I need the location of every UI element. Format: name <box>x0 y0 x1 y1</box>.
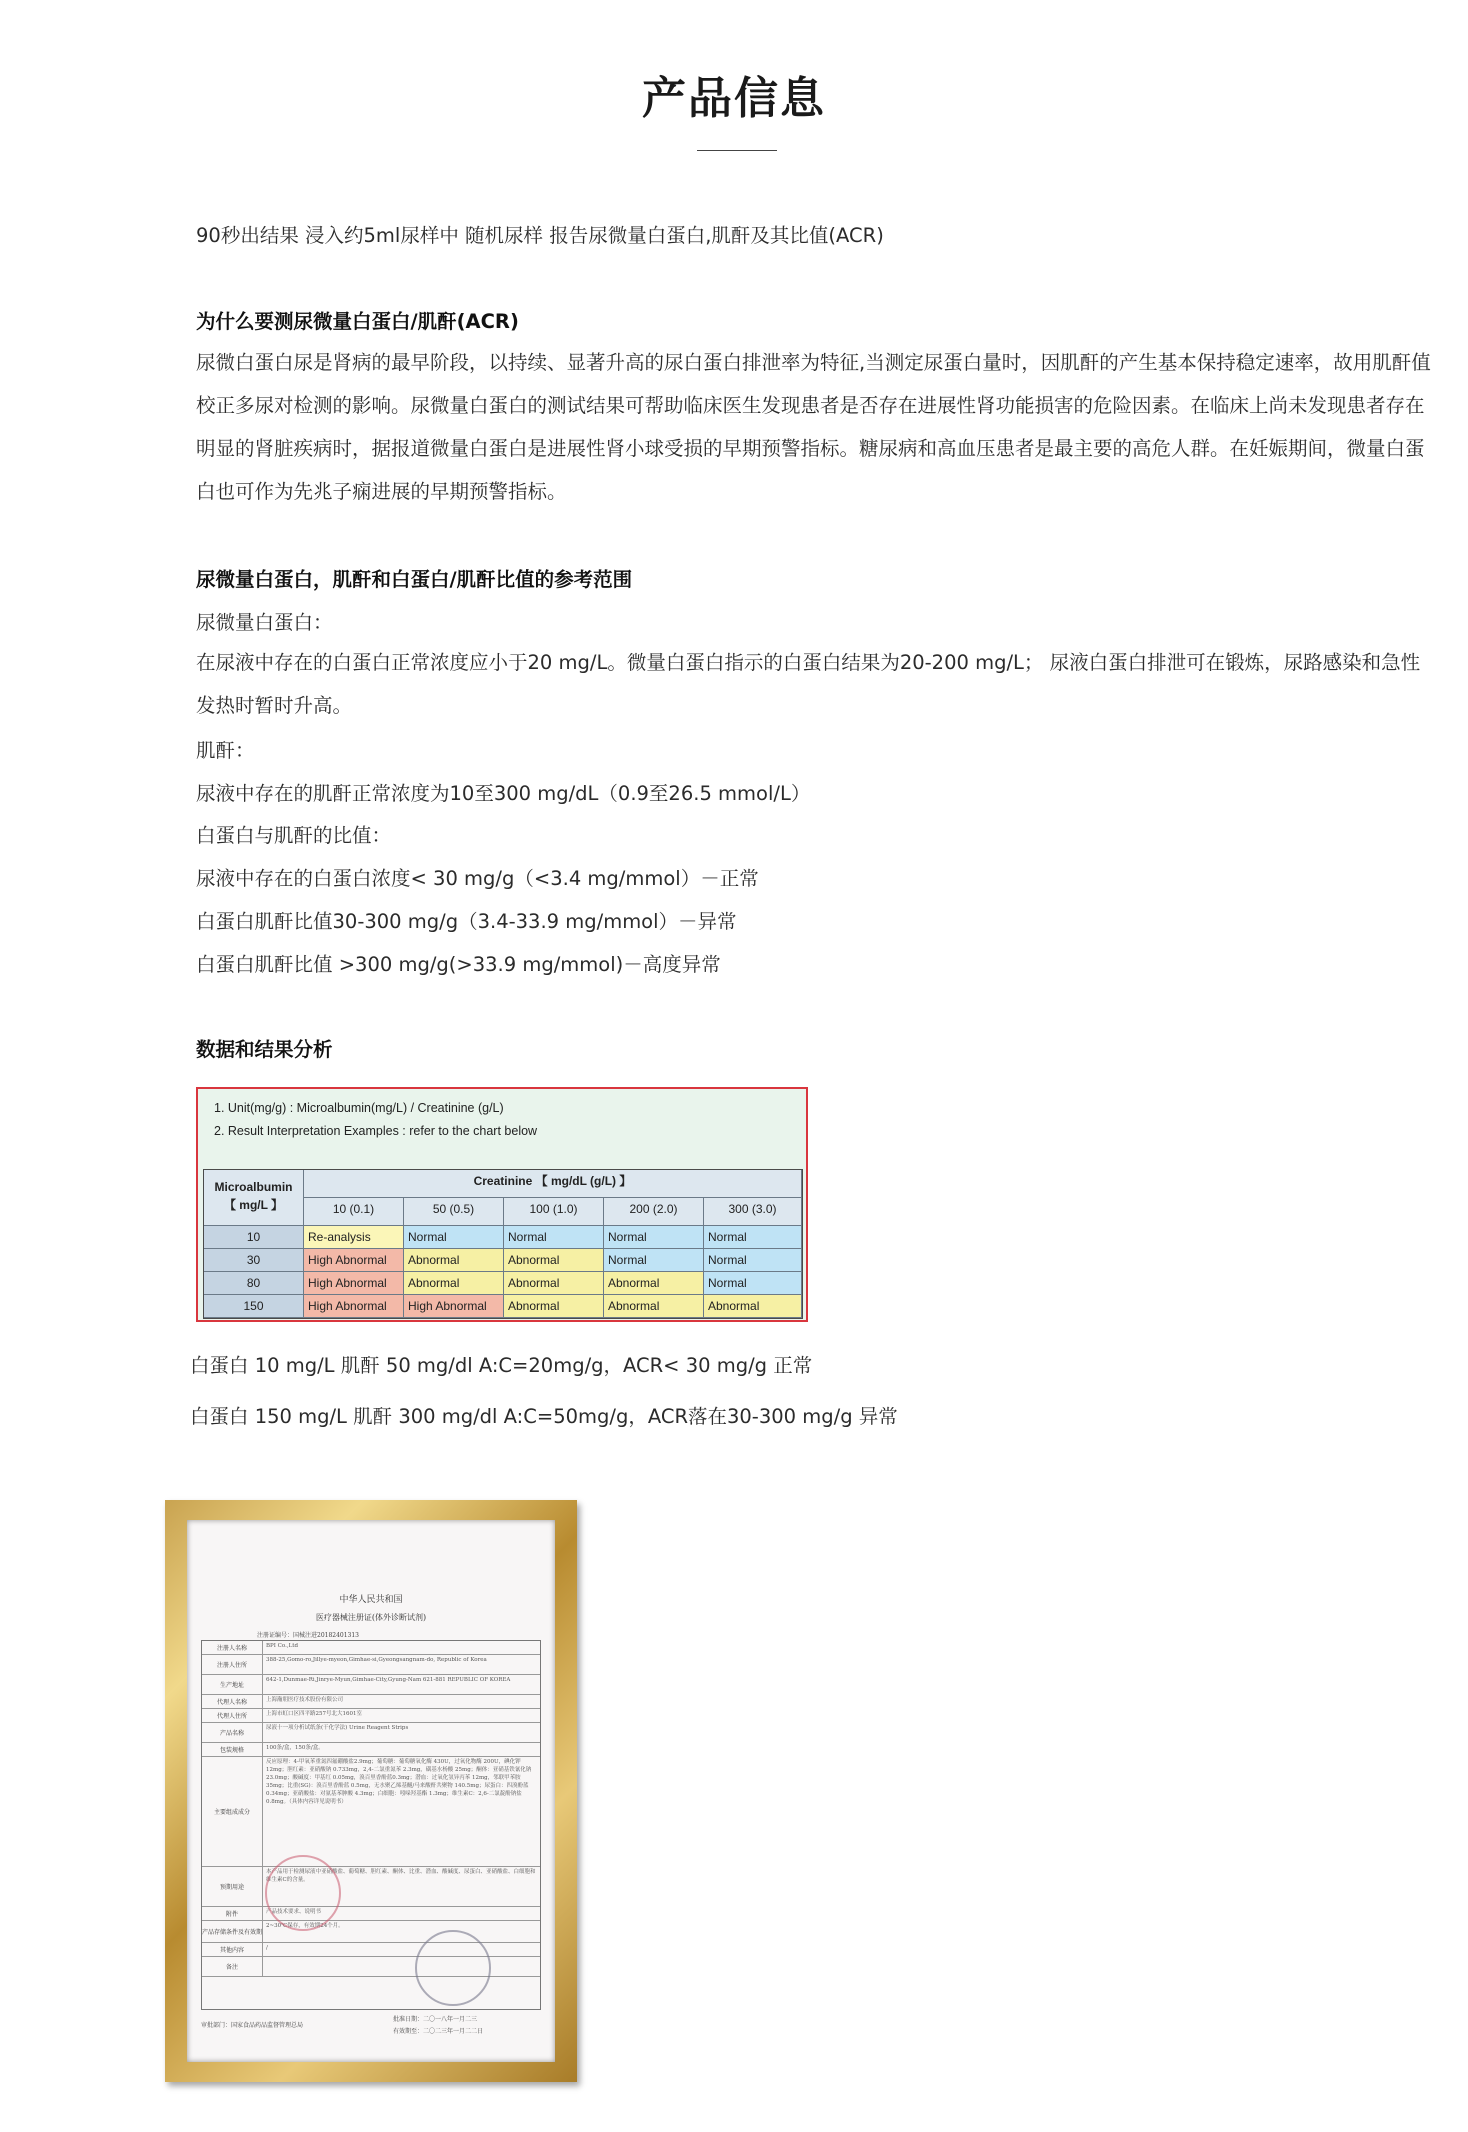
col-label: 200 (2.0) <box>604 1198 704 1226</box>
certificate-row-value: BPI Co.,Ltd <box>266 1643 298 1649</box>
result-cell: High Abnormal <box>404 1295 504 1318</box>
certificate-approval-date: 批准日期：二〇一八年一月二三 <box>393 2016 478 2023</box>
range-line-5: 白蛋白与肌酐的比值： <box>196 824 392 847</box>
row-label: 10 <box>204 1226 304 1249</box>
certificate-row-label: 注册人住所 <box>202 1655 263 1674</box>
certificate-row-label: 包装规格 <box>202 1743 263 1756</box>
registration-certificate <box>187 1520 555 2062</box>
result-cell: Abnormal <box>404 1249 504 1272</box>
result-cell: Abnormal <box>604 1272 704 1295</box>
range-line-2: 在尿液中存在的白蛋白正常浓度应小于20 mg/L。微量白蛋白指示的白蛋白结果为20-200 mg/L； 尿液白蛋白排泄可在锻炼，尿路感染和急性发热时暂时升高。 <box>196 651 1421 717</box>
range-line-7: 白蛋白肌酐比值30-300 mg/g（3.4-33.9 mg/mmol）－异常 <box>196 910 737 933</box>
row-label: 30 <box>204 1249 304 1272</box>
result-cell: Abnormal <box>504 1295 604 1318</box>
section-why-paragraph: 尿微白蛋白尿是肾病的最早阶段，以持续、显著升高的尿白蛋白排泄率为特征,当测定尿蛋白量时，因肌酐的产生基本保持稳定速率，故用肌酐值校正多尿对检测的影响。尿微量白蛋白的测试结果可帮助临床医生发现患者是否存在进展性肾功能损害的危险因素。在临床上尚未发现患者存在明显的肾脏疾病时，据报道微量白蛋白是进展性肾小球受损的早期预警指标。糖尿病和高血压患者是最主要的高危人群。在妊娠期间，微量白蛋白也可作为先兆子痫进展的早期预警指标。 <box>196 351 1431 503</box>
result-cell: Normal <box>704 1226 802 1249</box>
result-cell: Normal <box>504 1226 604 1249</box>
result-cell: Abnormal <box>504 1272 604 1295</box>
page-title: 产品信息 <box>642 73 826 124</box>
range-line-8: 白蛋白肌酐比值 >300 mg/g(>33.9 mg/mmol)－高度异常 <box>196 953 721 976</box>
certificate-table <box>201 1640 541 2010</box>
result-cell: Normal <box>404 1226 504 1249</box>
result-cell: Normal <box>604 1249 704 1272</box>
chart-note-2: 2. Result Interpretation Examples : refer to the chart below <box>214 1124 538 1138</box>
certificate-row-label: 其他内容 <box>202 1943 263 1956</box>
chart-note-1: 1. Unit(mg/g) : Microalbumin(mg/L) / Creatinine (g/L) <box>214 1101 504 1115</box>
certificate-valid-date: 有效期至：二〇二三年一月二二日 <box>393 2028 484 2035</box>
certificate-row <box>202 1709 540 1723</box>
certificate-row <box>202 1695 540 1709</box>
certificate-row <box>202 1943 540 1957</box>
certificate-row <box>202 1641 540 1655</box>
result-cell: High Abnormal <box>304 1295 404 1318</box>
result-cell: Abnormal <box>504 1249 604 1272</box>
example-1: 白蛋白 10 mg/L 肌酐 50 mg/dl A:C=20mg/g，ACR< 30 mg/g 正常 <box>190 1354 813 1377</box>
certificate-row-value: / <box>266 1945 268 1951</box>
certificate-row-label: 附件 <box>202 1907 263 1920</box>
certificate-row-value: 本产品用于检测尿液中亚硝酸盐、葡萄糖、胆红素、酮体、比重、潜血、酸碱度、尿蛋白、亚硝酸盐、白细胞和维生素C的含量。 <box>266 1869 536 1883</box>
certificate-row-label: 预期用途 <box>202 1867 263 1906</box>
certificate-reg-no: 注册证编号：国械注进20182401313 <box>257 1632 359 1639</box>
certificate-row-value: 100条/盒，150条/盒。 <box>266 1745 324 1751</box>
certificate-row <box>202 1757 540 1867</box>
certificate-row <box>202 1655 540 1675</box>
certificate-row <box>202 1907 540 1921</box>
certificate-row-value: 642-1,Dunmae-Ri,Jinrye-Myun,Gimhae-City,Gyung-Nam 621-881 REPUBLIC OF KOREA <box>266 1677 511 1683</box>
certificate-row-value: 尿液十一项分析试纸条(干化学法) Urine Reagent Strips <box>266 1725 409 1731</box>
certificate-row <box>202 1675 540 1695</box>
col-label: 50 (0.5) <box>404 1198 504 1226</box>
result-cell: Re-analysis <box>304 1226 404 1249</box>
certificate-row-value: 2~30℃保存，有效期24个月。 <box>266 1923 344 1929</box>
range-line-1: 尿微量白蛋白： <box>196 611 333 634</box>
certificate-row-label: 产品名称 <box>202 1723 263 1742</box>
certificate-row-value: 产品技术要求、说明书 <box>266 1909 322 1915</box>
certificate-frame <box>165 1500 577 2082</box>
certificate-row-value <box>266 1958 536 1976</box>
result-cell: Normal <box>704 1249 802 1272</box>
col-label: 100 (1.0) <box>504 1198 604 1226</box>
certificate-title: 医疗器械注册证(体外诊断试剂) <box>315 1613 427 1622</box>
certificate-row-label: 代理人住所 <box>202 1709 263 1722</box>
certificate-row-label: 代理人名称 <box>202 1695 263 1708</box>
range-line-4: 尿液中存在的肌酐正常浓度为10至300 mg/dL（0.9至26.5 mmol/L） <box>196 782 811 805</box>
certificate-row-label: 产品存储条件及有效期 <box>202 1921 263 1942</box>
row-label: 80 <box>204 1272 304 1295</box>
col-label: 10 (0.1) <box>304 1198 404 1226</box>
title-divider <box>697 150 777 151</box>
certificate-row <box>202 1921 540 1943</box>
certificate-row <box>202 1867 540 1907</box>
certificate-row <box>202 1723 540 1743</box>
section-analysis-heading: 数据和结果分析 <box>196 1038 333 1061</box>
certificate-row-value: 388-25,Gomo-ro,Jillye-myeon,Gimhae-si,Gyeongsangnam-do, Republic of Korea <box>266 1657 487 1663</box>
row-header-microalbumin: Microalbumin 【 mg/L 】 <box>204 1170 304 1226</box>
result-cell: Abnormal <box>404 1272 504 1295</box>
result-cell: Normal <box>604 1226 704 1249</box>
result-cell: Abnormal <box>704 1295 802 1318</box>
result-cell: High Abnormal <box>304 1249 404 1272</box>
certificate-issuer: 审批部门：国家食品药品监督管理总局 <box>201 2022 304 2029</box>
certificate-row-value: 反应原理：4-甲氧苯重氮四氟硼酸盐2.9mg；葡萄糖：葡萄糖氧化酶 430U，过氧化物酶 200U，碘化钾 12mg；胆红素：亚硝酸钠 0.733mg，2,4-二氯重氮苯 2.3mg，磺基水杨酸 25mg；酮体：亚硝基铁氰化钠23.0mg；酸碱度：甲基红 0.05mg，溴百里香酚蓝0.3mg；潜血：过氧化氢异丙苯 12mg，邻联甲苯胺 35mg；比重(SG)：溴百里香酚蓝 0.5mg，无水聚乙烯基醚/马来酸酐共聚物 140.5mg；尿蛋白：四溴酚蓝 0.34mg；亚硝酸盐：对氨基苯胂酸 4.3mg；白细胞：吲哚羟基酯 1.3mg；维生素C：2,6-二氯靛酚钠盐 0.8mg。（具体内容详见说明书） <box>266 1759 532 1805</box>
red-seal-stamp <box>265 1855 341 1931</box>
certificate-row-value: 上海市虹口区四平路257号北大1601室 <box>266 1711 362 1717</box>
result-cell: High Abnormal <box>304 1272 404 1295</box>
row-label: 150 <box>204 1295 304 1318</box>
section-range-heading: 尿微量白蛋白，肌酐和白蛋白/肌酐比值的参考范围 <box>196 568 633 591</box>
example-2: 白蛋白 150 mg/L 肌酐 300 mg/dl A:C=50mg/g，ACR落在30-300 mg/g 异常 <box>190 1405 898 1428</box>
section-why-heading: 为什么要测尿微量白蛋白/肌酐(ACR) <box>196 310 519 333</box>
certificate-row-label: 备注 <box>202 1957 263 1976</box>
certificate-country: 中华人民共和国 <box>339 1595 403 1605</box>
certificate-row <box>202 1743 540 1757</box>
certificate-row-label: 生产地址 <box>202 1675 263 1694</box>
range-line-3: 肌酐： <box>196 739 255 762</box>
certificate-row-label: 主要组成成分 <box>202 1757 263 1866</box>
official-seal-stamp <box>415 1930 491 2006</box>
result-cell: Normal <box>704 1272 802 1295</box>
certificate-row-value: 上海瀚朋医疗技术股份有限公司 <box>266 1697 344 1703</box>
certificate-row-label: 注册人名称 <box>202 1641 263 1654</box>
col-header-creatinine: Creatinine 【 mg/dL (g/L) 】 <box>304 1170 802 1198</box>
result-cell: Abnormal <box>604 1295 704 1318</box>
intro-text: 90秒出结果 浸入约5ml尿样中 随机尿样 报告尿微量白蛋白,肌酐及其比值(ACR) <box>196 224 884 247</box>
range-line-6: 尿液中存在的白蛋白浓度< 30 mg/g（<3.4 mg/mmol）－正常 <box>196 867 759 890</box>
col-label: 300 (3.0) <box>704 1198 802 1226</box>
interpretation-table <box>203 1169 803 1319</box>
interpretation-chart <box>196 1087 808 1322</box>
